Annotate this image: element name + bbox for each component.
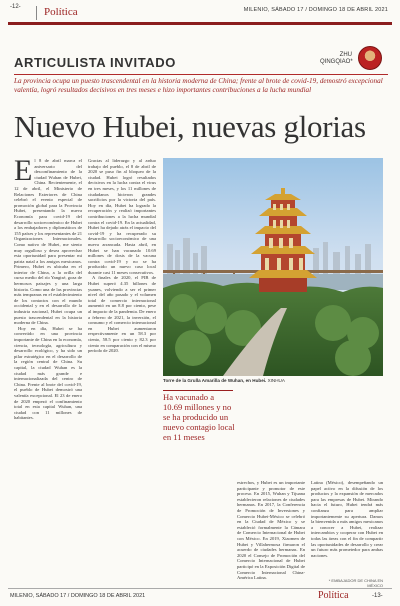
pull-quote: Ha vacunado a 10.69 millones y no se ha producido un nuevo contagio local en 11 meses <box>163 392 235 442</box>
author-avatar <box>358 46 382 70</box>
dateline: MILENIO, SÁBADO 17 / DOMINGO 18 DE ABRIL 2021 <box>243 7 388 13</box>
body-column-1 <box>14 158 82 588</box>
section-title: Política <box>44 6 78 18</box>
body-paragraph: estrechos, y Hubei es un importante participante y promotor de este proceso. En 2015, Wuhan y Tijuana establecieron relaciones de ciudades hermanas. En 2017, la Conferencia de Promoción de Inversiones y Comercio Hubei-México se celebró en la Ciudad de México y se estableció formalmente la Cámara de Comercio Internacional de Hubei con México. En 2019, Xiaomen de Hubei y Villahermosa firmaron el acuerdo de ciudades hermanas. En 2020 el Consejo de Promoción del Comercio Internacional de Hubei participó en la Exposición Digital de Comercio Internacional China-América Latina. <box>237 480 305 581</box>
body-column-3 <box>237 480 305 590</box>
photo-caption <box>163 378 383 384</box>
article-photo <box>163 158 383 376</box>
footer-page-number: -13- <box>372 593 383 599</box>
body-paragraph: A finales de 2020, el PIB de Hubei superó 4.35 billones de yuanes, volviendo a ser el primer nivel del año pasado y el volumen total de comercio internacional aumentó en un 8.8 por ciento, pese al impacto de la pandemia. De enero a febrero de 2021, la inversión, el consumo y el comercio internacional en Hubei aumentaron respectivamente en un 58.3 por ciento, 58.5 por ciento y 82.3 por ciento en comparación con el mismo período de 2020. <box>88 275 156 354</box>
page-number: -12- <box>10 4 21 10</box>
header-divider <box>36 6 37 20</box>
footer-dateline: MILENIO, SÁBADO 17 / DOMINGO 18 DE ABRIL 2021 <box>10 593 146 599</box>
body-column-4 <box>311 480 383 590</box>
caption-text: Torre de la Grulla Amarilla de Wuhan, en Hubei. <box>163 378 267 383</box>
body-paragraph: l 8 de abril marca el aniversario del desconfinamiento de la ciudad Wuhan de Hubei, China. Recientemente, el 12 de abril, el Ministerio de Relaciones Exteriores de China celebró el evento especial de promoción global para la Provincia Hubei, presentando la nueva Economía para covid-19 del desarrollo socioeconómico de Hubei a los embajadores y diplomáticos de 155 países y los representantes de 21 Organizaciones Internacionales. Como nativo de Hubei, me siento muy orgulloso y desea aprovechar esta oportunidad para presentar mi patria natal a los amigos mexicanos. Primero, Hubei es ubicaba en el interior de China, a la orilla del curso medio del río Yangtsé, goza de hermosos paisajes y una larga historia. Como una de las provincias más tempranas en el establecimiento de los contactos con el mundo occidental y en el desarrollo de la industria nacional, Hubei ocupa un puesto trascendental en la historia moderna de China. <box>14 158 82 326</box>
footer-section: Política <box>318 590 349 601</box>
article-headline: Nuevo Hubei, nuevas glorias <box>14 109 366 144</box>
author-credit: * EMBAJADOR DE CHINA EN MÉXICO <box>328 578 383 588</box>
body-paragraph: Gracias al liderazgo y al arduo trabajo del pueblo, el 8 de abril de 2020 se puso fin al bloqueo de la ciudad. Hubei logró resultados decisivos en la lucha contra el virus en tres meses, y los 11 millones de ciudadanos hicieron grandes sacrificios por la victoria del país. Hoy en día, Hubei ha logrado la recuperación y realizó importantes contribuciones a la lucha mundial contra el covid-19. En la actualidad, Hubei ha dejado atrás el impacto del covid-19 y ha recuperado su desarrollo socioeconómico de una nueva arrancada. Hasta abril, en Hubei se han vacunado 10.69 millones de dosis de la vacuna contra covid-19 y no se ha producido un nuevo caso local durante casi 11 meses consecutivos. <box>88 158 156 275</box>
article-deck: La provincia ocupa un puesto trascendental en la historia moderna de China; frente al brote de covid-19, demostró excepcional valentía, logró resultados decisivos en tres meses e hizo importantes contribuciones a la lucha mundial <box>14 77 383 94</box>
pull-quote-rule <box>163 390 233 391</box>
author-byline: ZHU QINGQIAO* <box>320 52 353 65</box>
footer-rule <box>8 588 392 589</box>
body-column-2 <box>88 158 156 588</box>
kicker-divider <box>14 74 388 75</box>
caption-credit: XINHUA <box>267 378 285 383</box>
column-kicker: ARTICULISTA INVITADO <box>14 55 176 70</box>
header-bar <box>8 22 392 25</box>
body-paragraph: Hoy en día, Hubei se ha convertido en una provincia importante de China en la economía, ciencia, tecnología, agricultura y desarrollo ecológico, y ha sido un pilar estratégico en el desarrollo de la región central de China. Su capital, la ciudad Wuhan es la ciudad más grande e internacionalizada del centro de China. Frente al brote del covid-19, el pueblo de Hubei demostró una valentía excepcional. El 23 de enero de 2020 empezó el confinamiento total en esta capital Wuhan, una ciudad con 11 millones de habitantes. <box>14 325 82 421</box>
drop-cap: E <box>14 158 33 187</box>
body-paragraph: Latina (México), desempeñando un papel activo en la difusión de los productos y la expansión de mercados para las empresas de Hubei. Mirando hacia el futuro, Hubei tendrá más confianza para ampliar importantemente su apertura. Damos la bienvenida a más amigos mexicanos a conocer a Hubei, realizar intercambios y cooperar con Hubei en todas las áreas con el fin de compartir las oportunidades de desarrollo y crear un futuro más prometedor para ambas naciones. <box>311 480 383 558</box>
